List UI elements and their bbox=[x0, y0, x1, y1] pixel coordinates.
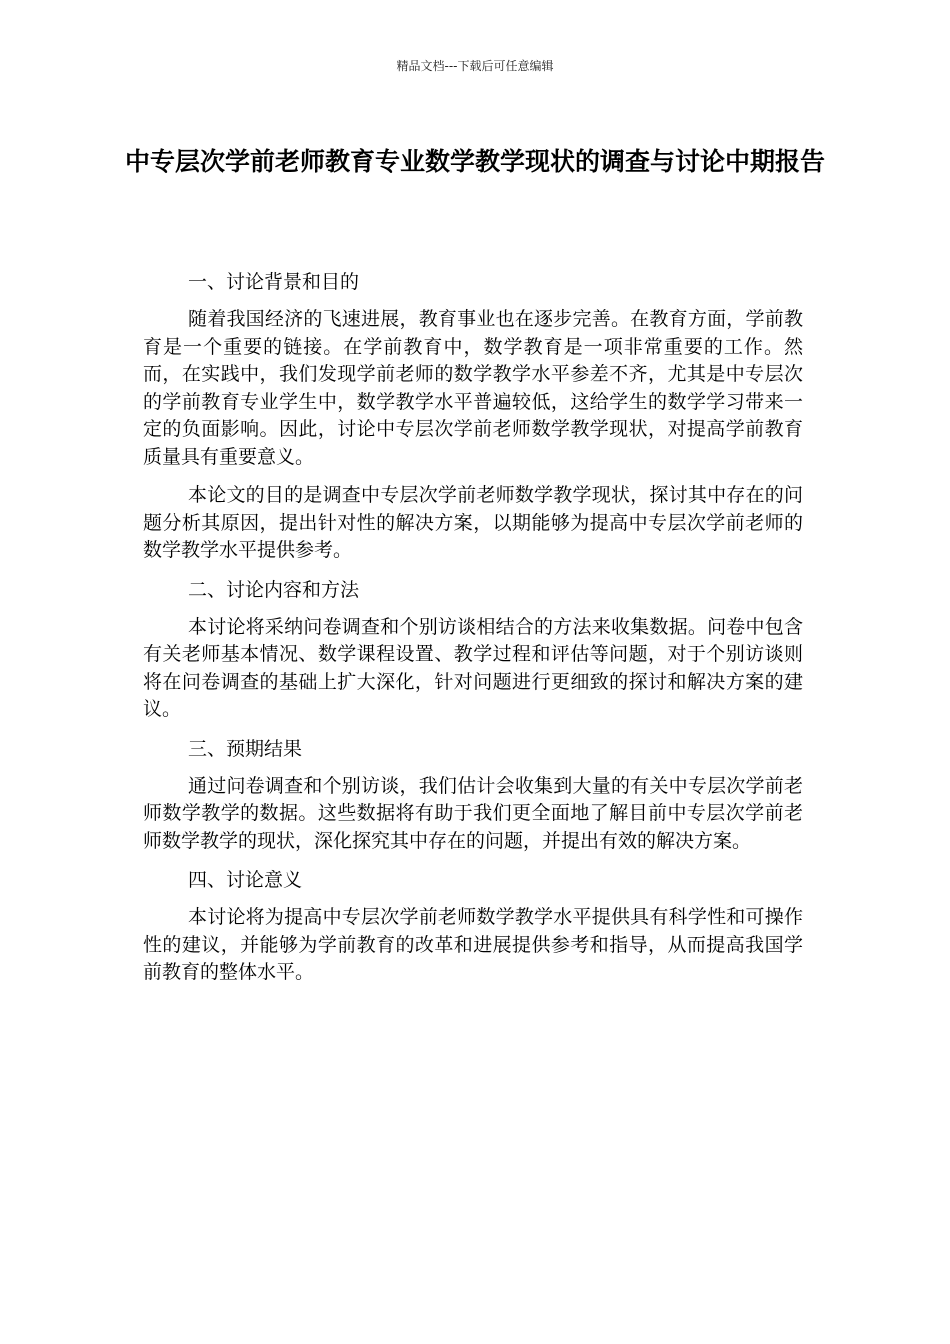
section-heading: 四、讨论意义 bbox=[188, 869, 303, 891]
body-paragraph: 本讨论将采纳问卷调查和个别访谈相结合的方法来收集数据。问卷中包含有关老师基本情况、数学课程设置、教学过程和评估等问题，对于个别访谈则将在问卷调查的基础上扩大深化，针对问题进行更细致的探讨和解决方案的建议。 bbox=[143, 615, 803, 720]
body-paragraph: 通过问卷调查和个别访谈，我们估计会收集到大量的有关中专层次学前老师数学教学的数据。这些数据将有助于我们更全面地了解目前中专层次学前老师数学教学的现状，深化探究其中存在的问题，并提出有效的解决方案。 bbox=[143, 774, 803, 852]
document-body bbox=[143, 268, 803, 998]
header-note: 精品文档---下载后可任意编辑 bbox=[396, 59, 554, 73]
body-paragraph: 本讨论将为提高中专层次学前老师数学教学水平提供具有科学性和可操作性的建议，并能够为学前教育的改革和进展提供参考和指导，从而提高我国学前教育的整体水平。 bbox=[143, 906, 803, 983]
section-heading: 一、讨论背景和目的 bbox=[188, 271, 360, 293]
section-content-methods bbox=[143, 576, 803, 724]
section-expected-results bbox=[143, 735, 803, 856]
document-title: 中专层次学前老师教育专业数学教学现状的调查与讨论中期报告 bbox=[124, 147, 825, 176]
body-paragraph: 随着我国经济的飞速进展，教育事业也在逐步完善。在教育方面，学前教育是一个重要的链接。在学前教育中，数学教育是一项非常重要的工作。然而，在实践中，我们发现学前老师的数学教学水平参差不齐，尤其是中专层次的学前教育专业学生中，数学教学水平普遍较低，这给学生的数学学习带来一定的负面影响。因此，讨论中专层次学前老师数学教学现状，对提高学前教育质量具有重要意义。 bbox=[143, 308, 803, 468]
section-heading: 二、讨论内容和方法 bbox=[188, 578, 360, 601]
section-background bbox=[143, 268, 803, 565]
section-heading: 三、预期结果 bbox=[188, 737, 303, 760]
section-significance bbox=[143, 866, 803, 987]
body-paragraph: 本论文的目的是调查中专层次学前老师数学教学现状，探讨其中存在的问题分析其原因，提出针对性的解决方案，以期能够为提高中专层次学前老师的数学教学水平提供参考。 bbox=[143, 484, 803, 561]
